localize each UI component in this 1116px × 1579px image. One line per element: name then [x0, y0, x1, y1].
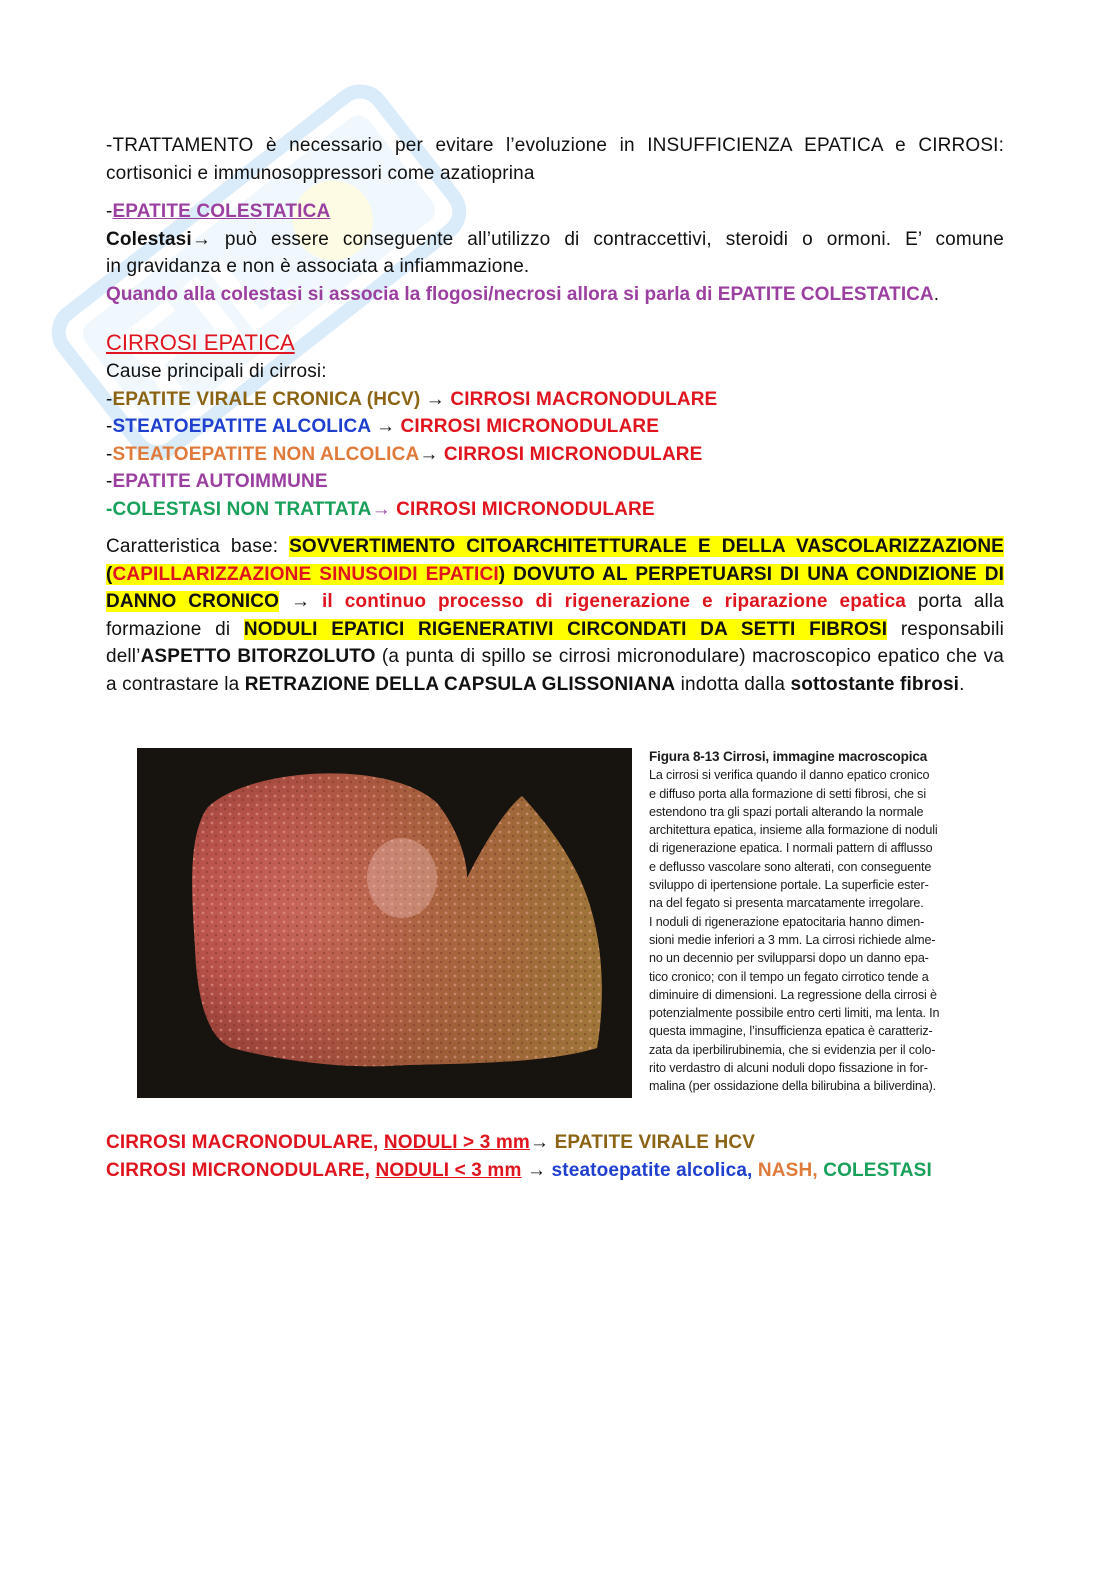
heading-dash: -: [106, 201, 113, 222]
arrow-icon: →: [371, 498, 391, 520]
cause-item-5: -COLESTASI NON TRATTATA→ CIRROSI MICRONODULARE: [106, 498, 655, 520]
arrow-icon: →: [375, 416, 396, 437]
cause-item-3: -STEATOEPATITE NON ALCOLICA→ CIRROSI MICRONODULARE: [106, 443, 703, 465]
liver-photo: [137, 748, 632, 1098]
trattamento-line-1: -TRATTAMENTO è necessario per evitare l’evoluzione in INSUFFICIENZA EPATICA e CIRROSI:: [106, 135, 1004, 156]
arrow-icon: →: [425, 388, 445, 410]
arrow-icon: →: [529, 1132, 550, 1153]
arrow-icon: →: [279, 591, 322, 612]
caption-line: rito verdastro di alcuni noduli dopo fissazione in for-: [649, 1061, 928, 1076]
caption-line: potenzialmente possibile entro certi limiti, ma lenta. In: [649, 1006, 940, 1021]
caption-line: di rigenerazione epatica. I normali pattern di afflusso: [649, 841, 933, 856]
period: .: [933, 283, 940, 305]
caption-line: na del fegato si presenta marcatamente irregolare.: [649, 896, 924, 911]
colestasi-line-1: [106, 226, 1004, 254]
figure-caption: [649, 748, 981, 1096]
caratteristica-paragraph: Caratteristica base: SOVVERTIMENTO CITOARCHITETTURALE E DELLA VASCOLARIZZAZIONE (CAPILLARIZZAZIONE SINUSOIDI EPATICI) DOVUTO AL PERPETUARSI DI UNA CONDIZIONE DI DANNO CRONICO → il continuo processo di rigenerazione e riparazione epatica porta alla formazione di NODULI EPATICI RIGENERATIVI CIRCONDATI DA SETTI FIBROSI responsabili dell’ASPETTO BITORZOLUTO (a punta di spillo se cirrosi micronodulare) macroscopico epatico che va a contrastare la RETRAZIONE DELLA CAPSULA GLISSONIANA indotta dalla sottostante fibrosi.: [106, 536, 1005, 695]
caption-line: e deflusso vascolare sono alterati, con conseguente: [649, 859, 932, 874]
cause-item-4: -EPATITE AUTOIMMUNE: [106, 471, 328, 492]
arrow-icon: →: [191, 228, 211, 250]
cirrosi-epatica-heading: CIRROSI EPATICA: [106, 330, 295, 355]
caratteristica-label: Caratteristica base:: [106, 536, 290, 557]
caption-line: I noduli di rigenerazione epatocitaria hanno dimen-: [649, 914, 925, 929]
arrow-icon: →: [419, 443, 439, 465]
caption-line: e diffuso porta alla formazione di setti fibrosi, che si: [649, 786, 926, 801]
figure-cirrosi: [137, 748, 977, 1100]
summary-micro-line: CIRROSI MICRONODULARE, NODULI < 3 mm → steatoepatite alcolica, NASH, COLESTASI: [106, 1159, 932, 1181]
epatite-colestatica-heading: EPATITE COLESTATICA: [112, 201, 331, 222]
caption-line: architettura epatica, insieme alla formazione di noduli: [649, 823, 938, 838]
caption-line: malina (per ossidazione della bilirubina a biliverdina).: [649, 1079, 937, 1094]
summary-macro-line: CIRROSI MACRONODULARE, NODULI > 3 mm→ EPATITE VIRALE HCV: [106, 1132, 756, 1153]
arrow-icon: →: [521, 1159, 552, 1181]
caption-line: zata da iperbilirubinemia, che si evidenzia per il colo-: [649, 1042, 936, 1057]
colestasi-text-1: può essere conseguente all’utilizzo di contraccettivi, steroidi o ormoni. E’ comune: [211, 228, 1004, 250]
trattamento-line-2: cortisonici e immunosoppressori come azatioprina: [106, 162, 535, 184]
caption-line: sviluppo di ipertensione portale. La superficie ester-: [649, 878, 929, 893]
page-content: [106, 132, 1004, 698]
figure-caption-title: Figura 8-13 Cirrosi, immagine macroscopica: [649, 749, 928, 764]
caption-line: La cirrosi si verifica quando il danno epatico cronico: [649, 768, 930, 783]
caption-line: tico cronico; con il tempo un fegato cirrotico tende a: [649, 969, 929, 984]
cause-intro: Cause principali di cirrosi:: [106, 361, 327, 382]
colestasi-purple-sentence: Quando alla colestasi si associa la flogosi/necrosi allora si parla di EPATITE COLESTATICA: [106, 283, 934, 305]
caption-line: estendono tra gli spazi portali alterando la normale: [649, 804, 924, 819]
epatite-colestatica-heading-line: [106, 198, 1004, 226]
summary-block: [106, 1129, 1004, 1184]
colestasi-purple-line: [106, 281, 1004, 309]
colestasi-line-2: in gravidanza e non è associata a infiammazione.: [106, 256, 530, 277]
cause-item-2: -STEATOEPATITE ALCOLICA → CIRROSI MICRONODULARE: [106, 416, 660, 437]
caption-line: questa immagine, l’insufficienza epatica è caratteriz-: [649, 1024, 933, 1039]
cause-item-1: -EPATITE VIRALE CRONICA (HCV) → CIRROSI MACRONODULARE: [106, 388, 718, 410]
caption-line: diminuire di dimensioni. La regressione della cirrosi è: [649, 987, 937, 1002]
caption-line: no un decennio per svilupparsi dopo un danno epa-: [649, 951, 929, 966]
colestasi-label: Colestasi: [106, 228, 192, 250]
caption-line: sioni medie inferiori a 3 mm. La cirrosi richiede almе-: [649, 932, 936, 947]
